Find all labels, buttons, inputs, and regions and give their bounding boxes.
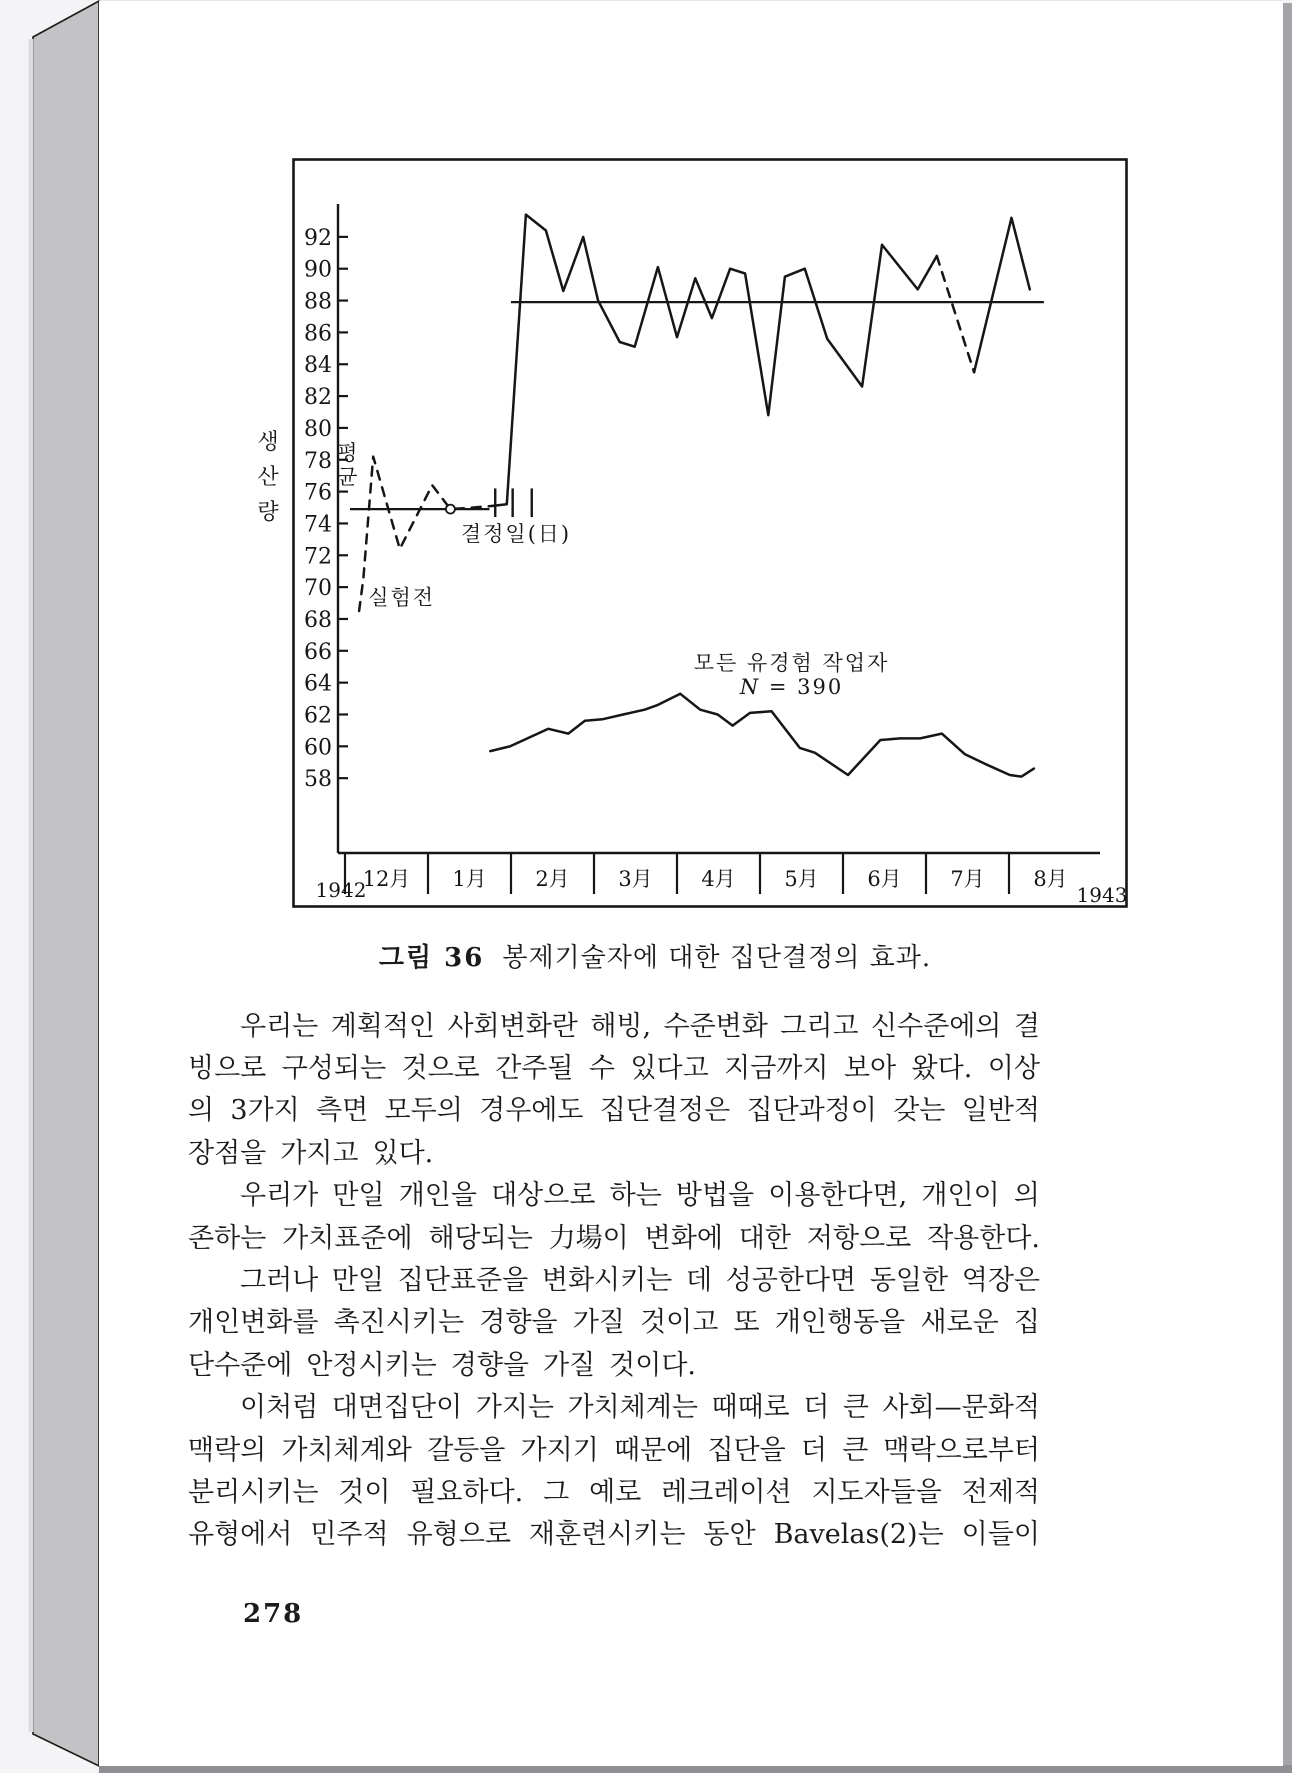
body-word: 대상으로 bbox=[491, 1180, 596, 1212]
y-tick-label: 78 bbox=[304, 448, 332, 474]
body-word: 대한 bbox=[738, 1222, 791, 1254]
body-word: 지도자들을 bbox=[811, 1476, 942, 1508]
body-word: 力場이 bbox=[548, 1222, 629, 1254]
y-axis-title-char: 생 bbox=[257, 430, 279, 455]
body-word: 우리는 bbox=[240, 1010, 319, 1042]
body-word: 변화에 bbox=[644, 1222, 723, 1254]
month-label: 4月 bbox=[701, 867, 736, 891]
body-word: 새로운 bbox=[920, 1307, 999, 1339]
body-word: 가치체계와 bbox=[281, 1434, 412, 1466]
year-label-start: 1942 bbox=[315, 878, 367, 902]
body-word: 작용한다. bbox=[927, 1222, 1040, 1254]
body-word: 그러나 bbox=[240, 1265, 319, 1297]
body-word: 수준변화 bbox=[663, 1010, 768, 1042]
body-word: 집단을 bbox=[707, 1434, 786, 1466]
book-spine-panel bbox=[33, 1, 99, 1766]
body-word: 일반적 bbox=[961, 1095, 1040, 1127]
body-word: 것이다. bbox=[609, 1349, 697, 1381]
body-word: 가지기 bbox=[520, 1434, 599, 1466]
body-word: 있다고 bbox=[630, 1053, 709, 1085]
figure-box bbox=[292, 158, 1128, 908]
body-word: 해당되는 bbox=[428, 1222, 533, 1254]
body-word: 때문에 bbox=[613, 1434, 693, 1466]
month-label: 3月 bbox=[618, 867, 653, 891]
body-word: 큰 bbox=[842, 1434, 869, 1466]
body-word: 경향을 bbox=[479, 1307, 558, 1339]
page-number: 278 bbox=[243, 1599, 304, 1629]
body-word: 집 bbox=[1013, 1307, 1040, 1339]
y-tick-label: 84 bbox=[304, 353, 332, 379]
body-word: 집단결정은 bbox=[599, 1095, 731, 1127]
body-word: 안정시키는 bbox=[306, 1349, 437, 1381]
body-word: 만일 bbox=[332, 1180, 385, 1212]
body-word: 지금까지 bbox=[724, 1053, 829, 1085]
y-tick-label: 82 bbox=[304, 385, 332, 411]
body-word: 개인행동을 bbox=[774, 1307, 906, 1339]
body-word: 또 bbox=[733, 1307, 760, 1339]
body-word: 개인이 bbox=[921, 1180, 1000, 1212]
body-word: 민주적 bbox=[310, 1519, 389, 1551]
body-word: 경향을 bbox=[450, 1349, 529, 1381]
y-axis-title-char: 량 bbox=[257, 500, 279, 525]
caption-text: 봉제기술자에 대한 집단결정의 효과. bbox=[502, 943, 932, 973]
body-word: 큰 bbox=[842, 1392, 869, 1424]
y-tick-label: 72 bbox=[304, 544, 332, 570]
body-word: 맥락으로부터 bbox=[883, 1434, 1040, 1466]
body-word: Bavelas(2)는 bbox=[773, 1519, 944, 1551]
body-word: 저항으로 bbox=[806, 1222, 912, 1254]
body-word: 방법을 bbox=[675, 1180, 755, 1212]
body-word: 변화시키는 bbox=[541, 1265, 673, 1297]
body-line bbox=[188, 1044, 1040, 1086]
month-label: 1月 bbox=[452, 867, 487, 891]
body-line bbox=[188, 1341, 1040, 1383]
figure-border bbox=[294, 160, 1127, 907]
body-word: 그리고 bbox=[780, 1010, 859, 1042]
body-word: 이용한다면, bbox=[768, 1180, 908, 1212]
body-word: 데 bbox=[685, 1265, 713, 1297]
body-word: 분리시키는 bbox=[188, 1476, 319, 1508]
y-tick-label: 88 bbox=[304, 289, 332, 315]
body-word: 하는 bbox=[609, 1180, 662, 1212]
body-word: 것이 bbox=[338, 1476, 391, 1508]
production-chart bbox=[292, 158, 1128, 908]
body-word: 맥락의 bbox=[188, 1434, 267, 1466]
body-text bbox=[188, 1002, 1040, 1553]
y-tick-label: 76 bbox=[304, 480, 332, 506]
body-word: 동일한 bbox=[869, 1265, 949, 1297]
month-label: 12月 bbox=[362, 867, 411, 891]
body-word: 가지는 bbox=[475, 1392, 554, 1424]
body-line bbox=[188, 1172, 1040, 1214]
y-tick-label: 90 bbox=[304, 257, 332, 283]
y-tick-label: 60 bbox=[304, 735, 332, 761]
body-word: 사회변화란 bbox=[447, 1010, 578, 1042]
body-word: 사회—문화적 bbox=[882, 1392, 1040, 1424]
caption-label: 그림 36 bbox=[378, 943, 485, 973]
body-word: 경우에도 bbox=[479, 1095, 584, 1127]
page-edge-right bbox=[1283, 3, 1292, 1767]
body-word: 집단표준을 bbox=[397, 1265, 529, 1297]
body-word: 장점을 bbox=[188, 1137, 267, 1169]
page-edge-bottom bbox=[99, 1765, 1292, 1773]
body-line bbox=[188, 1129, 1040, 1171]
body-word: 유형으로 bbox=[406, 1519, 511, 1551]
body-line bbox=[188, 1256, 1040, 1298]
body-line bbox=[188, 1087, 1040, 1129]
annotation-mean-label: 평 균 bbox=[337, 440, 360, 489]
body-word: 간주될 bbox=[495, 1053, 574, 1085]
body-word: 수 bbox=[588, 1053, 615, 1085]
body-word: 빙으로 bbox=[188, 1053, 267, 1085]
body-word: 존하는 bbox=[188, 1222, 267, 1254]
series-experimental-post bbox=[493, 215, 937, 506]
body-line bbox=[188, 1002, 1040, 1044]
body-word: 의 bbox=[1013, 1180, 1040, 1212]
y-tick-label: 64 bbox=[304, 671, 332, 697]
body-word: 단수준에 bbox=[188, 1349, 293, 1381]
body-word: 대면집단이 bbox=[331, 1392, 463, 1424]
month-label: 7月 bbox=[950, 867, 985, 891]
y-tick-label: 80 bbox=[304, 416, 332, 442]
body-line bbox=[188, 1214, 1040, 1256]
annotation-label: 실험전 bbox=[368, 585, 436, 610]
annotation-label: 모든 유경험 작업자 bbox=[693, 650, 890, 675]
body-word: 성공한다면 bbox=[725, 1265, 857, 1297]
body-word: 신수준에의 bbox=[870, 1010, 1002, 1042]
y-axis-title bbox=[251, 425, 285, 530]
body-word: 촉진시키는 bbox=[333, 1307, 465, 1339]
body-word: 계획적인 bbox=[330, 1010, 436, 1042]
body-word: 왔다. bbox=[911, 1053, 973, 1085]
series-all-experienced-workers bbox=[490, 694, 1034, 777]
body-word: 역장은 bbox=[961, 1265, 1040, 1297]
body-word: 이처럼 bbox=[240, 1392, 319, 1424]
body-word: 유형에서 bbox=[188, 1519, 293, 1551]
body-word: 예로 bbox=[589, 1476, 642, 1508]
junction-circle-marker bbox=[446, 505, 455, 514]
body-line bbox=[188, 1299, 1040, 1341]
body-word: 전제적 bbox=[961, 1476, 1040, 1508]
y-tick-label: 74 bbox=[304, 512, 332, 538]
body-word: 결 bbox=[1013, 1010, 1040, 1042]
body-word: 재훈련시키는 bbox=[528, 1519, 686, 1551]
body-word: 만일 bbox=[331, 1265, 385, 1297]
body-word: 가치체계는 bbox=[567, 1392, 698, 1424]
body-line bbox=[188, 1426, 1040, 1468]
month-label: 8月 bbox=[1033, 867, 1068, 891]
body-line bbox=[188, 1384, 1040, 1426]
body-word: 집단과정이 bbox=[746, 1095, 877, 1127]
body-word: 가질 bbox=[543, 1349, 596, 1381]
body-word: 3가지 bbox=[230, 1095, 300, 1127]
y-tick-label: 62 bbox=[304, 703, 332, 729]
body-word: 것이고 bbox=[640, 1307, 719, 1339]
series-experimental-dashed-segment bbox=[937, 256, 974, 372]
body-word: 해빙, bbox=[590, 1010, 652, 1042]
body-word: 필요하다. bbox=[410, 1476, 524, 1508]
body-word: 레크레이션 bbox=[661, 1476, 792, 1508]
body-word: 가질 bbox=[572, 1307, 625, 1339]
body-word: 것으로 bbox=[401, 1053, 480, 1085]
y-axis-title-char: 산 bbox=[257, 465, 279, 490]
body-word: 모두의 bbox=[384, 1095, 463, 1127]
y-tick-label: 58 bbox=[304, 767, 332, 793]
body-word: 갖는 bbox=[893, 1095, 946, 1127]
body-word: 가지고 bbox=[280, 1137, 359, 1169]
body-word: 더 bbox=[800, 1434, 827, 1466]
y-tick-label: 86 bbox=[304, 321, 332, 347]
body-word: 보아 bbox=[843, 1053, 897, 1085]
y-tick-label: 66 bbox=[304, 639, 332, 665]
body-word: 구성되는 bbox=[281, 1053, 387, 1085]
body-line bbox=[188, 1511, 1040, 1553]
body-word: 개인을 bbox=[398, 1180, 477, 1212]
y-tick-label: 70 bbox=[304, 576, 332, 602]
figure-caption bbox=[190, 937, 1120, 974]
body-word: 가치표준에 bbox=[282, 1222, 413, 1254]
body-word: 때때로 bbox=[711, 1392, 790, 1424]
month-label: 5月 bbox=[784, 867, 819, 891]
body-word: 갈등을 bbox=[427, 1434, 506, 1466]
body-word: 이들이 bbox=[961, 1519, 1040, 1551]
book-page bbox=[99, 1, 1283, 1766]
body-word: 의 bbox=[188, 1095, 215, 1127]
body-word: 그 bbox=[543, 1476, 570, 1508]
body-word: 개인변화를 bbox=[188, 1307, 319, 1339]
y-tick-label: 92 bbox=[304, 225, 332, 251]
month-label: 2月 bbox=[535, 867, 570, 891]
body-word: 우리가 bbox=[240, 1180, 319, 1212]
series-experimental-tail bbox=[974, 218, 1030, 372]
body-word: 더 bbox=[803, 1392, 830, 1424]
body-word: 동안 bbox=[703, 1519, 756, 1551]
body-word: 이상 bbox=[987, 1053, 1040, 1085]
body-word: 있다. bbox=[372, 1137, 434, 1169]
month-label: 6月 bbox=[867, 867, 902, 891]
annotation-label: 결정일(日) bbox=[460, 521, 572, 546]
body-word: 측면 bbox=[316, 1095, 369, 1127]
year-label-end: 1943 bbox=[1076, 883, 1128, 907]
annotation-n-label: N = 390 bbox=[739, 674, 844, 699]
y-tick-label: 68 bbox=[304, 607, 332, 633]
body-line bbox=[188, 1468, 1040, 1510]
